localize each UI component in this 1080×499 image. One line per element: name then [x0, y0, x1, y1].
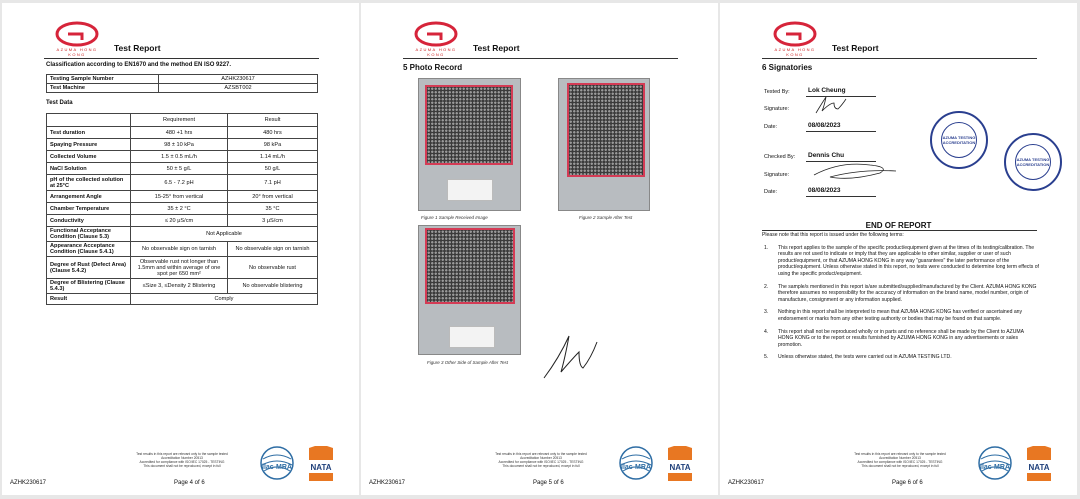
signature-mark — [810, 155, 900, 183]
sample-info-table — [46, 74, 318, 93]
table-row: Conductivity ≤ 20 μS/cm 3 μS/cm — [47, 215, 318, 227]
line — [806, 196, 876, 197]
col-result: Result — [228, 114, 318, 127]
figure-2-caption: Figure 2 Sample After Test — [579, 215, 633, 220]
col-requirement: Requirement — [131, 114, 228, 127]
report-page-4 — [2, 3, 359, 495]
page-number: Page 6 of 6 — [892, 480, 923, 486]
table-row: Collected Volume 1.5 ± 0.5 mL/h 1.14 mL/h — [47, 151, 318, 163]
table-row: Test duration 480 +1 hrs 480 hrs — [47, 127, 318, 139]
table-row: pH of the collected solution at 25°C 6.5 - 7.2 pH 7.1 pH — [47, 175, 318, 191]
azuma-logo — [52, 21, 102, 57]
nata-logo — [305, 446, 337, 488]
logo-subtitle: AZUMA HONG KONG — [56, 47, 98, 57]
report-page-6 — [720, 3, 1077, 495]
label: AZUMA TESTING ACCREDITATION — [942, 134, 976, 145]
test-machine-value: AZSBT002 — [159, 84, 318, 93]
table-row: Chamber Temperature 35 ± 2 °C 35 °C — [47, 203, 318, 215]
checked-by-label: Checked By: — [764, 154, 796, 160]
nata-logo — [1023, 446, 1055, 488]
term-item: 1. This report applies to the sample of the specific product/equipment given at the times of its testing/calibration. The results are not used to indicate or imply that they are applicable to other similar, supplier or user of such product/equipment, or that AZUMA HONG KONG in any way "guarantees" the later performance of the product/equipment. Unless otherwise stated in this report, no tests were conducted to determine long term effects of using the specific product/equipment. — [764, 244, 1039, 277]
test-machine-label: Test Machine — [47, 84, 159, 93]
svg-text:NATA: NATA — [310, 463, 332, 472]
footer-note: Test results in this report are relevant only to the sample tested Accreditation Number 20513 Accredited for compliance with ISO/IEC 17025 - TESTING This document shall not be reproduced, except in full — [854, 452, 946, 468]
sample-photo-2 — [558, 78, 650, 211]
end-of-report: END OF REPORT — [865, 221, 932, 230]
signature-label: Signature: — [764, 106, 790, 112]
line — [806, 131, 876, 132]
svg-text:NATA: NATA — [669, 463, 691, 472]
table-row: Spaying Pressure 98 ± 10 kPa 98 kPa — [47, 139, 318, 151]
report-title: Test Report — [114, 43, 161, 53]
tested-by-label: Tested By: — [764, 89, 790, 95]
table-row: Functional Acceptance Condition (Clause 5.3) Not Applicable — [47, 227, 318, 242]
footer-report-id: AZHK230617 — [10, 480, 47, 486]
report-page-5 — [361, 3, 718, 495]
sample-photo-1 — [418, 78, 521, 211]
tested-by-name: Lok Cheung — [808, 87, 846, 94]
svg-text:ilac-MRA: ilac-MRA — [980, 464, 1010, 471]
test-data-table — [46, 113, 318, 305]
sample-photo-3 — [418, 225, 521, 355]
report-title: Test Report — [832, 43, 879, 53]
figure-1-caption: Figure 1 Sample Received Image — [421, 215, 488, 220]
ilac-mra-logo — [975, 445, 1015, 487]
checked-by-name: Dennis Chu — [808, 152, 845, 159]
header-divider — [44, 58, 319, 59]
table-row: Degree of Blistering (Clause 5.4.3) ≤Size 3, ≤Density 2 Blistering No observable blistering — [47, 279, 318, 294]
logo-subtitle: AZUMA HONG KONG — [774, 47, 816, 57]
table-row: Appearance Acceptance Condition (Clause 5.4.1) No observable sign on tarnish No observable sign on tarnish — [47, 242, 318, 257]
table-row: NaCl Solution 50 ± 5 g/L 50 g/L — [47, 163, 318, 175]
ilac-mra-logo — [616, 445, 656, 487]
date-value: 08/08/2023 — [808, 187, 841, 194]
section-title: 5 Photo Record — [403, 63, 463, 72]
logo-subtitle: AZUMA HONG KONG — [415, 47, 457, 57]
azuma-logo — [411, 21, 461, 57]
label: AZUMA TESTING ACCREDITATION — [1016, 156, 1050, 167]
accreditation-stamp — [1004, 133, 1062, 191]
term-item: 4. This report shall not be reproduced wholly or in parts and no reference shall be made by the Client to AZUMA HONG KONG or to the report or results furnished by AZUMA HONG KONG in any advertisements or sales promotion. — [764, 328, 1024, 348]
date-label: Date: — [764, 124, 778, 130]
header-divider — [403, 58, 678, 59]
sample-number-value: AZHK230617 — [159, 75, 318, 84]
footer-note: Test results in this report are relevant only to the sample tested Accreditation Number 20513 Accredited for compliance with ISO/IEC 17025 - TESTING This document shall not be reproduced, except in full — [136, 452, 228, 468]
svg-text:ilac-MRA: ilac-MRA — [262, 464, 292, 471]
signature-mark — [812, 95, 852, 115]
sample-number-label: Testing Sample Number — [47, 75, 159, 84]
terms-section — [762, 232, 1039, 367]
terms-intro: Please note that this report is issued under the following terms: — [762, 232, 904, 238]
term-item: 5. Unless otherwise stated, the tests were carried out in AZUMA TESTING LTD. — [764, 354, 952, 361]
svg-text:ilac-MRA: ilac-MRA — [621, 464, 651, 471]
accreditation-stamp — [930, 111, 988, 169]
svg-text:NATA: NATA — [1028, 463, 1050, 472]
page-number: Page 5 of 6 — [533, 480, 564, 486]
page-number: Page 4 of 6 — [174, 480, 205, 486]
term-item: 3. Nothing in this report shall be interpreted to mean that AZUMA HONG KONG has verified or ascertained any endorsement or marks from any other testing authority or bodies that may be found on that sample. — [764, 309, 1023, 322]
footer-report-id: AZHK230617 — [728, 480, 765, 486]
header-divider — [762, 58, 1037, 59]
date-label: Date: — [764, 189, 778, 195]
classification-text: Classification according to EN1670 and the method EN ISO 9227. — [46, 62, 232, 68]
table-row: Arrangement Angle 15-25° from vertical 20° from vertical — [47, 191, 318, 203]
term-item: 2. The sample/s mentioned in this report is/are submitted/supplied/manufactured by the Client. AZUMA HONG KONG therefore assumes no responsibility for the accuracy of information on the brand name, model number, origin of manufacture, consignment or any information supplied. — [764, 283, 1037, 303]
test-data-label: Test Data — [46, 100, 73, 106]
ilac-mra-logo — [257, 445, 297, 487]
signature-mark — [539, 328, 609, 383]
table-row: Degree of Rust (Defect Area) (Clause 5.4.2) Observable rust not longer than 1.5mm and within average of one spot per 650 mm² No observable rust — [47, 257, 318, 279]
end-divider — [762, 230, 1037, 231]
azuma-logo — [770, 21, 820, 57]
footer-note: Test results in this report are relevant only to the sample tested Accreditation Number 20513 Accredited for compliance with ISO/IEC 17025 - TESTING This document shall not be reproduced, except in full — [495, 452, 587, 468]
date-value: 08/08/2023 — [808, 122, 841, 129]
report-title: Test Report — [473, 43, 520, 53]
section-title: 6 Signatories — [762, 63, 813, 72]
table-row: Result Comply — [47, 294, 318, 305]
signature-label: Signature: — [764, 172, 790, 178]
figure-3-caption: Figure 3 Other Side of Sample After Test — [427, 360, 508, 365]
nata-logo — [664, 446, 696, 488]
footer-report-id: AZHK230617 — [369, 480, 406, 486]
